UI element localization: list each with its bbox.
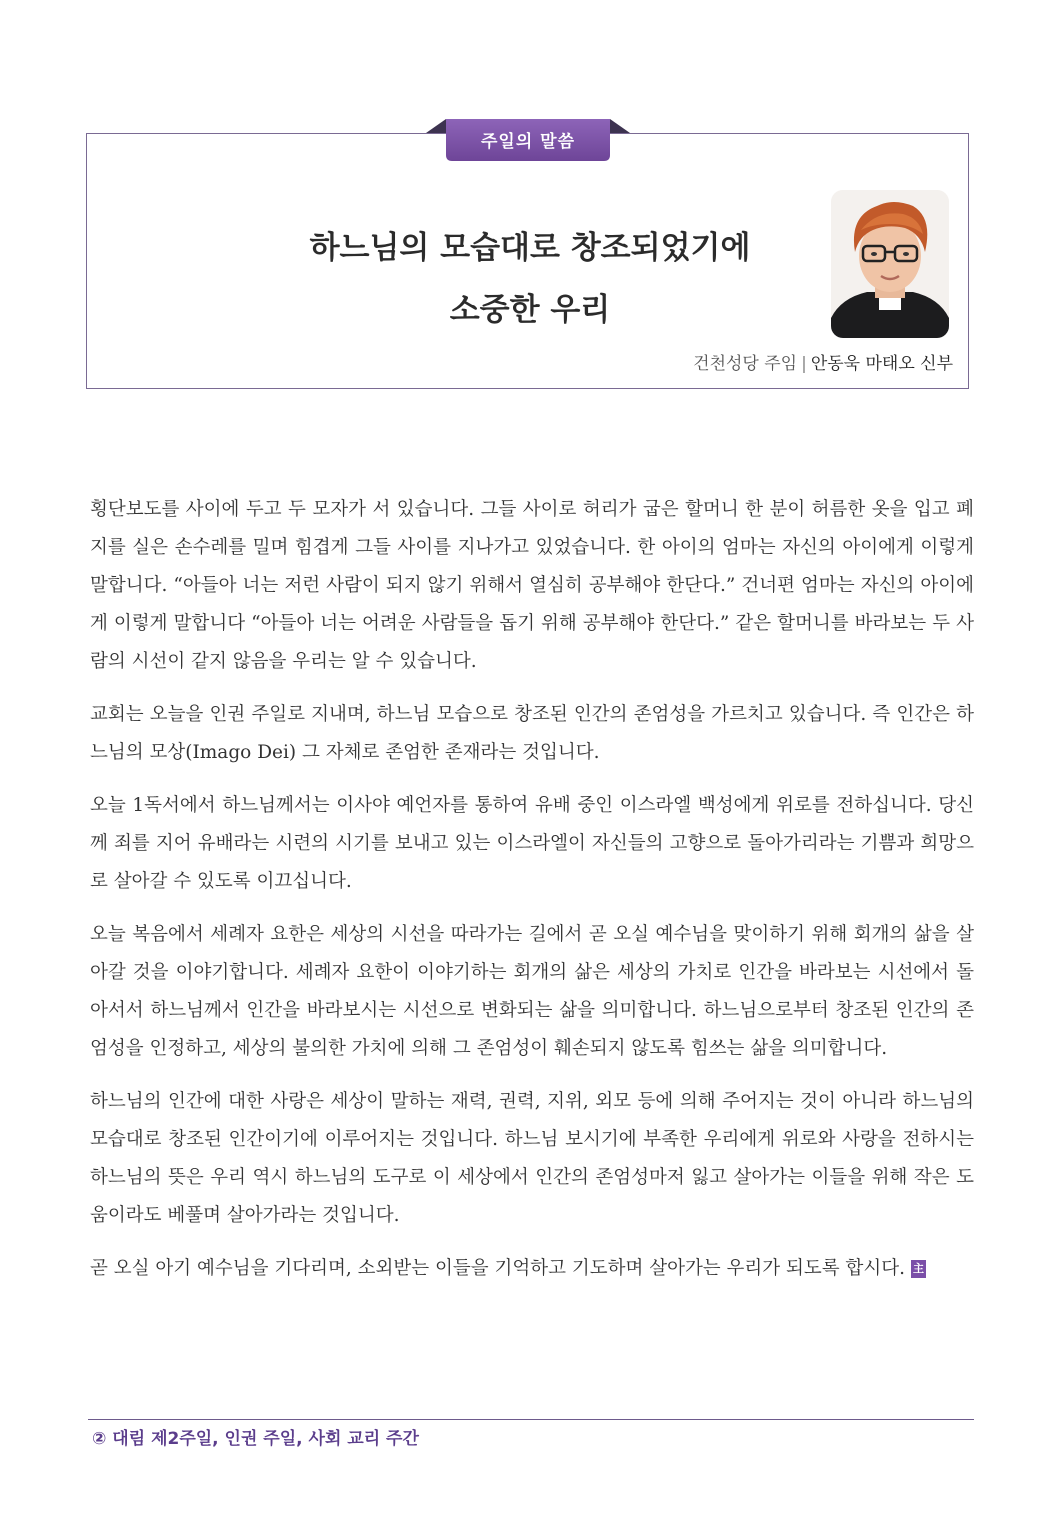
author-name: 안동욱 마태오 신부 xyxy=(810,354,953,374)
section-tab-label: 주일의 말씀 xyxy=(480,132,576,152)
byline-separator: | xyxy=(801,354,807,374)
end-mark-icon: 主 xyxy=(911,1260,926,1278)
author-position: 건천성당 주임 xyxy=(693,354,798,374)
paragraph-3: 오늘 1독서에서 하느님께서는 이사야 예언자를 통하여 유배 중인 이스라엘 백성에게 위로를 전하십니다. 당신께 죄를 지어 유배라는 시련의 시기를 보내고 있는 이스라엘이 자신들의 고향으로 돌아가리라는 기쁨과 희망으로 살아갈 수 있도록 이끄십니다. xyxy=(90,795,974,892)
paragraph-5: 하느님의 인간에 대한 사랑은 세상이 말하는 재력, 권력, 지위, 외모 등에 의해 주어지는 것이 아니라 하느님의 모습대로 창조된 인간이기에 이루어지는 것입니다. 하느님 보시기에 부족한 우리에게 위로와 사랑을 전하시는 하느님의 뜻은 우리 역시 하느님의 도구로 이 세상에서 인간의 존엄성마저 잃고 살아가는 이들을 위해 작은 도움이라도 베풀며 살아가라는 것입니다. xyxy=(90,1091,974,1226)
paragraph-1: 횡단보도를 사이에 두고 두 모자가 서 있습니다. 그들 사이로 허리가 굽은 할머니 한 분이 허름한 옷을 입고 폐지를 실은 손수레를 밀며 힘겹게 그들 사이를 지나가고 있었습니다. 한 아이의 엄마는 자신의 아이에게 이렇게 말합니다. “아들아 너는 저런 사람이 되지 않기 위해서 열심히 공부해야 한단다.” 건너편 엄마는 자신의 아이에게 이렇게 말합니다 “아들아 너는 어려운 사람들을 돕기 위해 공부해야 한단다.” 같은 할머니를 바라보는 두 사람의 시선이 같지 않음을 우리는 알 수 있습니다. xyxy=(90,499,974,672)
paragraph-6 xyxy=(90,1250,974,1288)
footer-divider xyxy=(88,1419,974,1420)
paragraph-4: 오늘 복음에서 세례자 요한은 세상의 시선을 따라가는 길에서 곧 오실 예수님을 맞이하기 위해 회개의 삶을 살아갈 것을 이야기합니다. 세례자 요한이 이야기하는 회개의 삶은 세상의 가치로 인간을 바라보는 시선에서 돌아서서 하느님께서 인간을 바라보시는 시선으로 변화되는 삶을 의미합니다. 하느님으로부터 창조된 인간의 존엄성을 인정하고, 세상의 불의한 가치에 의해 그 존엄성이 훼손되지 않도록 힘쓰는 삶을 의미합니다. xyxy=(90,924,974,1059)
section-tab xyxy=(426,119,630,163)
article-body xyxy=(90,491,974,1303)
article-title-line-2: 소중한 우리 xyxy=(449,292,611,328)
article-title-line-1: 하느님의 모습대로 창조되었기에 xyxy=(309,230,751,266)
footer-caption: ② 대림 제2주일, 인권 주일, 사회 교리 주간 xyxy=(92,1429,419,1449)
author-photo xyxy=(831,190,949,338)
paragraph-2: 교회는 오늘을 인권 주일로 지내며, 하느님 모습으로 창조된 인간의 존엄성을 가르치고 있습니다. 즉 인간은 하느님의 모상(Imago Dei) 그 자체로 존엄한 존재라는 것입니다. xyxy=(90,704,974,763)
paragraph-6-text: 곧 오실 아기 예수님을 기다리며, 소외받는 이들을 기억하고 기도하며 살아가는 우리가 되도록 합시다. xyxy=(90,1258,906,1279)
author-portrait-image xyxy=(831,190,949,338)
author-byline xyxy=(693,349,953,374)
